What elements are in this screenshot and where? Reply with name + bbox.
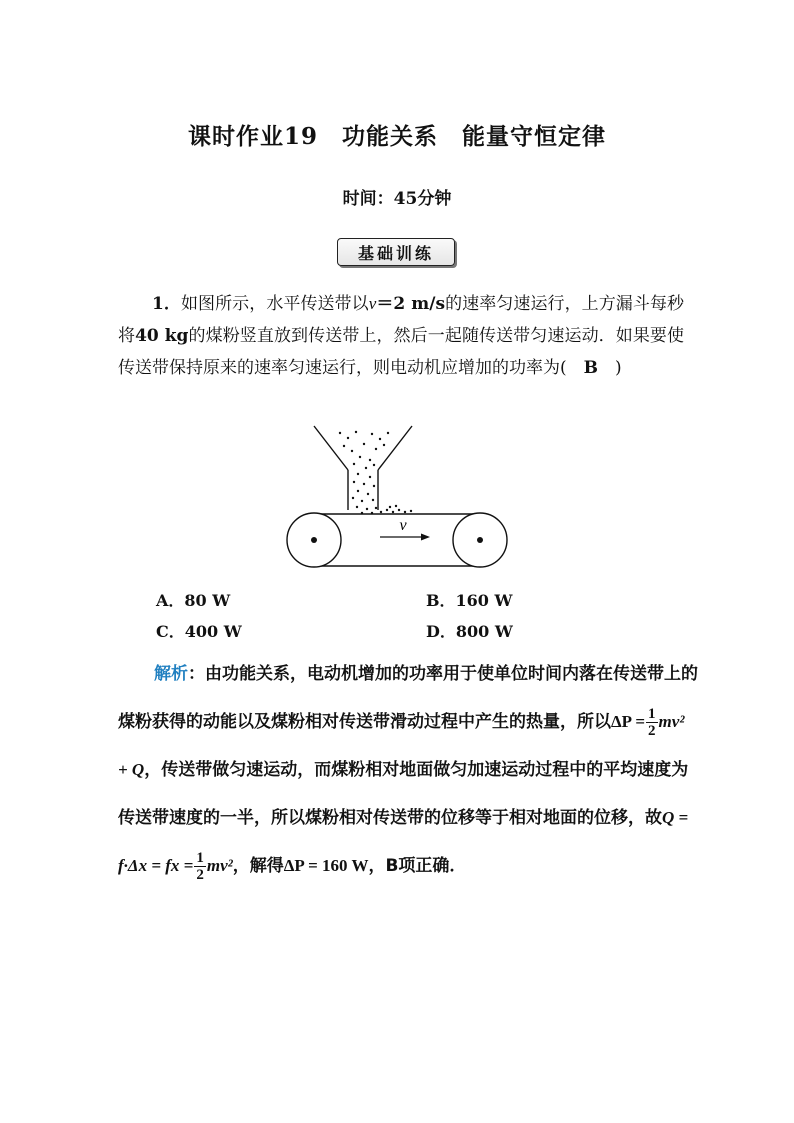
analysis-text-4: ，B项正确． xyxy=(368,856,467,876)
analysis-text-2: ，传送带做匀速运动，而煤粉相对地面做匀加速运动过程中的平均速度为传送带速度的一半，所以煤粉相对传送带的位移等于相对地面的位移，故 xyxy=(118,760,689,828)
analysis-label: 解析 xyxy=(154,664,188,684)
analysis-text-3: ，解得 xyxy=(232,856,284,876)
velocity-variable: v xyxy=(368,294,377,313)
equation-1-right: mv² + Q xyxy=(118,712,685,779)
question-number: 1． xyxy=(152,294,181,314)
page-title: 课时作业19 功能关系 能量守恒定律 xyxy=(187,123,606,150)
time-limit: 时间：45分钟 xyxy=(342,189,452,209)
velocity-value: ＝2 m/s xyxy=(376,294,446,314)
option-a: A．80 W xyxy=(156,591,231,610)
question-1 xyxy=(118,288,684,384)
pulley-right xyxy=(453,513,507,567)
option-c: C．400 W xyxy=(156,622,242,641)
equation-1-left: ΔP = xyxy=(611,712,646,731)
option-b: B．160 W xyxy=(426,591,513,610)
hopper xyxy=(314,426,412,510)
analysis xyxy=(118,650,698,890)
equation-3: ΔP = 160 W xyxy=(283,856,369,875)
section-label: 基础训练 xyxy=(357,243,434,263)
fraction-half: $\frac{1}{2}$ xyxy=(648,705,656,739)
velocity-arrow-icon xyxy=(380,534,430,541)
question-text-a: 如图所示，水平传送带以 xyxy=(180,294,369,314)
conveyor-diagram xyxy=(282,424,516,574)
pulley-left xyxy=(287,513,341,567)
velocity-label: v xyxy=(399,517,407,534)
question-text-e: ) xyxy=(598,358,622,378)
equation-2-right: mv² xyxy=(206,856,233,875)
equation-2-left: Q = f·Δx = fx = xyxy=(118,808,689,875)
fraction-half-2: $\frac{1}{2}$ xyxy=(196,849,204,883)
question-text-c: 的速率匀速运行，上方漏斗每秒将 xyxy=(118,294,685,346)
analysis-text-1: ：由功能关系，电动机增加的功率用于使单位时间内落在传送带上的煤粉获得的动能以及煤粉相对传送带滑动过程中产生的热量，所以 xyxy=(118,664,698,732)
option-d: D．800 W xyxy=(426,622,513,641)
mass-value: 40 kg xyxy=(135,326,189,346)
coal-powder xyxy=(339,431,412,514)
answer-letter: B xyxy=(583,358,599,378)
question-text-d: 的煤粉竖直放到传送带上，然后一起随传送带匀速运动．如果要使传送带保持原来的速率匀速运行，则电动机应增加的功率为( xyxy=(118,326,685,378)
section-badge xyxy=(337,238,455,266)
